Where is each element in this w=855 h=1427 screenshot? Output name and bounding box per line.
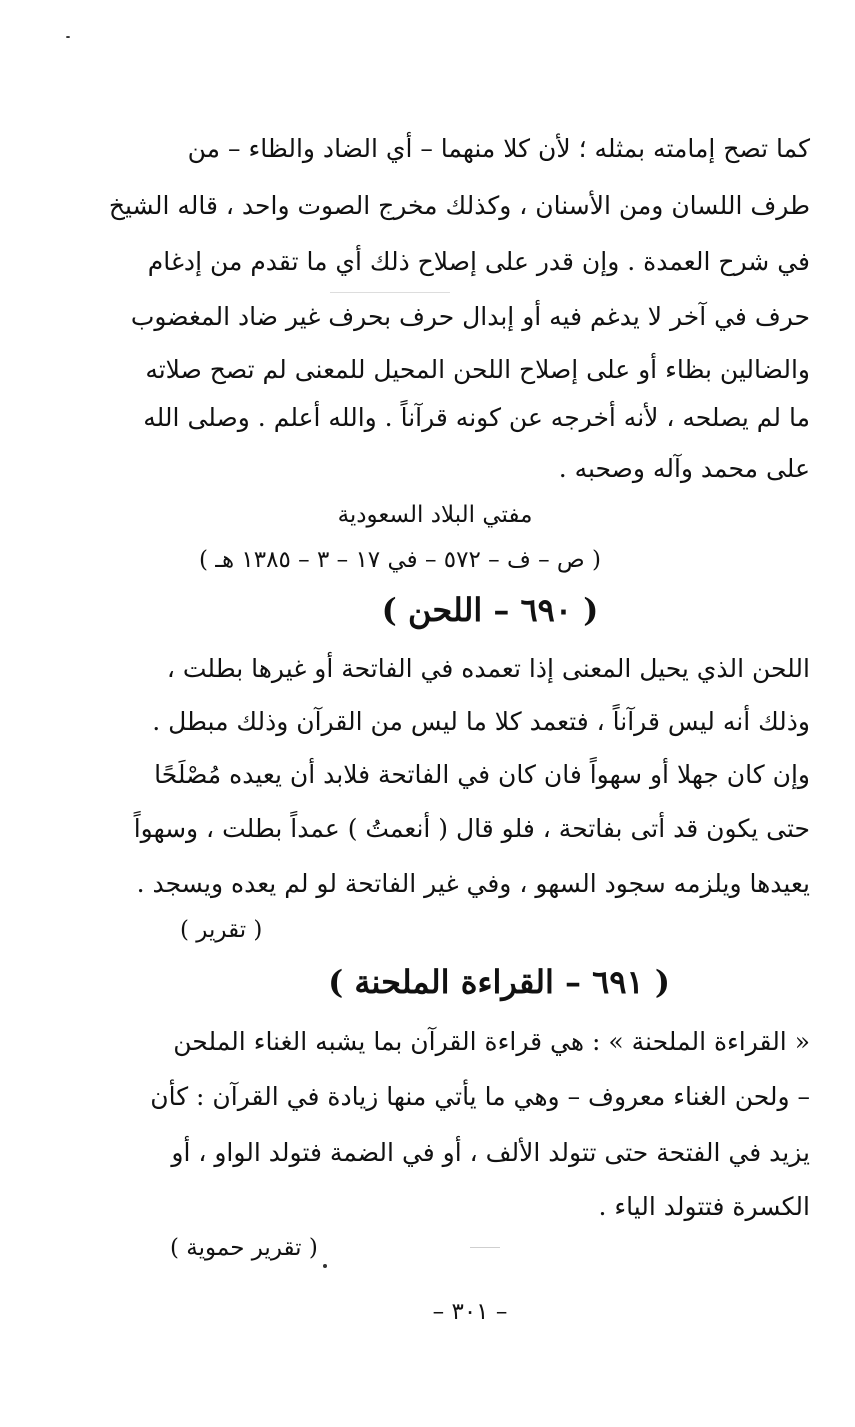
text-line: « القراءة الملحنة » : هي قراءة القرآن بما يشبه الغناء الملحن: [173, 1027, 810, 1056]
text-line: حتى يكون قد أتى بفاتحة ، فلو قال ( أنعمتُ ) عمداً بطلت ، وسهواً: [133, 814, 810, 843]
text-line: في شرح العمدة . وإن قدر على إصلاح ذلك أي ما تقدم من إدغام: [147, 247, 810, 276]
text-line: حرف في آخر لا يدغم فيه أو إبدال حرف بحرف غير ضاد المغضوب: [130, 302, 810, 331]
text-line: وإن كان جهلا أو سهواً فان كان في الفاتحة فلابد أن يعيده مُصْلَحًا: [154, 760, 810, 789]
text-line: كما تصح إمامته بمثله ؛ لأن كلا منهما – أي الضاد والظاء – من: [187, 134, 810, 163]
scan-speck: [66, 36, 70, 38]
text-line: وذلك أنه ليس قرآناً ، فتعمد كلا ما ليس من القرآن وذلك مبطل .: [152, 707, 810, 736]
scan-speck: [323, 1264, 327, 1268]
page-number: – ٣٠١ –: [432, 1299, 508, 1325]
text-line: الكسرة فتتولد الياء .: [598, 1192, 810, 1221]
scan-mark: [470, 1247, 500, 1248]
source-note: ( تقرير ): [180, 917, 263, 943]
mufti-signature: مفتي البلاد السعودية: [337, 502, 533, 528]
section-heading-691: ( ٦٩١ – القراءة الملحنة ): [328, 963, 670, 1001]
text-line: ما لم يصلحه ، لأنه أخرجه عن كونه قرآناً . والله أعلم . وصلى الله: [143, 403, 810, 432]
text-line: والضالين بظاء أو على إصلاح اللحن المحيل للمعنى لم تصح صلاته: [145, 355, 810, 384]
text-line: اللحن الذي يحيل المعنى إذا تعمده في الفاتحة أو غيرها بطلت ،: [166, 654, 810, 683]
text-line: على محمد وآله وصحبه .: [558, 454, 810, 483]
section-heading-690: ( ٦٩٠ – اللحن ): [381, 591, 599, 629]
text-line: يعيدها ويلزمه سجود السهو ، وفي غير الفاتحة لو لم يعده ويسجد .: [136, 869, 810, 898]
text-line: – ولحن الغناء معروف – وهي ما يأتي منها زيادة في القرآن : كأن: [150, 1082, 810, 1111]
scan-mark: [330, 292, 450, 293]
text-line: طرف اللسان ومن الأسنان ، وكذلك مخرج الصوت واحد ، قاله الشيخ: [108, 191, 810, 220]
text-line: يزيد في الفتحة حتى تتولد الألف ، أو في الضمة فتولد الواو ، أو: [171, 1138, 810, 1167]
fatwa-reference: ( ص – ف – ٥٧٢ – في ١٧ – ٣ – ١٣٨٥ هـ ): [198, 547, 602, 573]
source-note: ( تقرير حموية ): [170, 1235, 318, 1261]
